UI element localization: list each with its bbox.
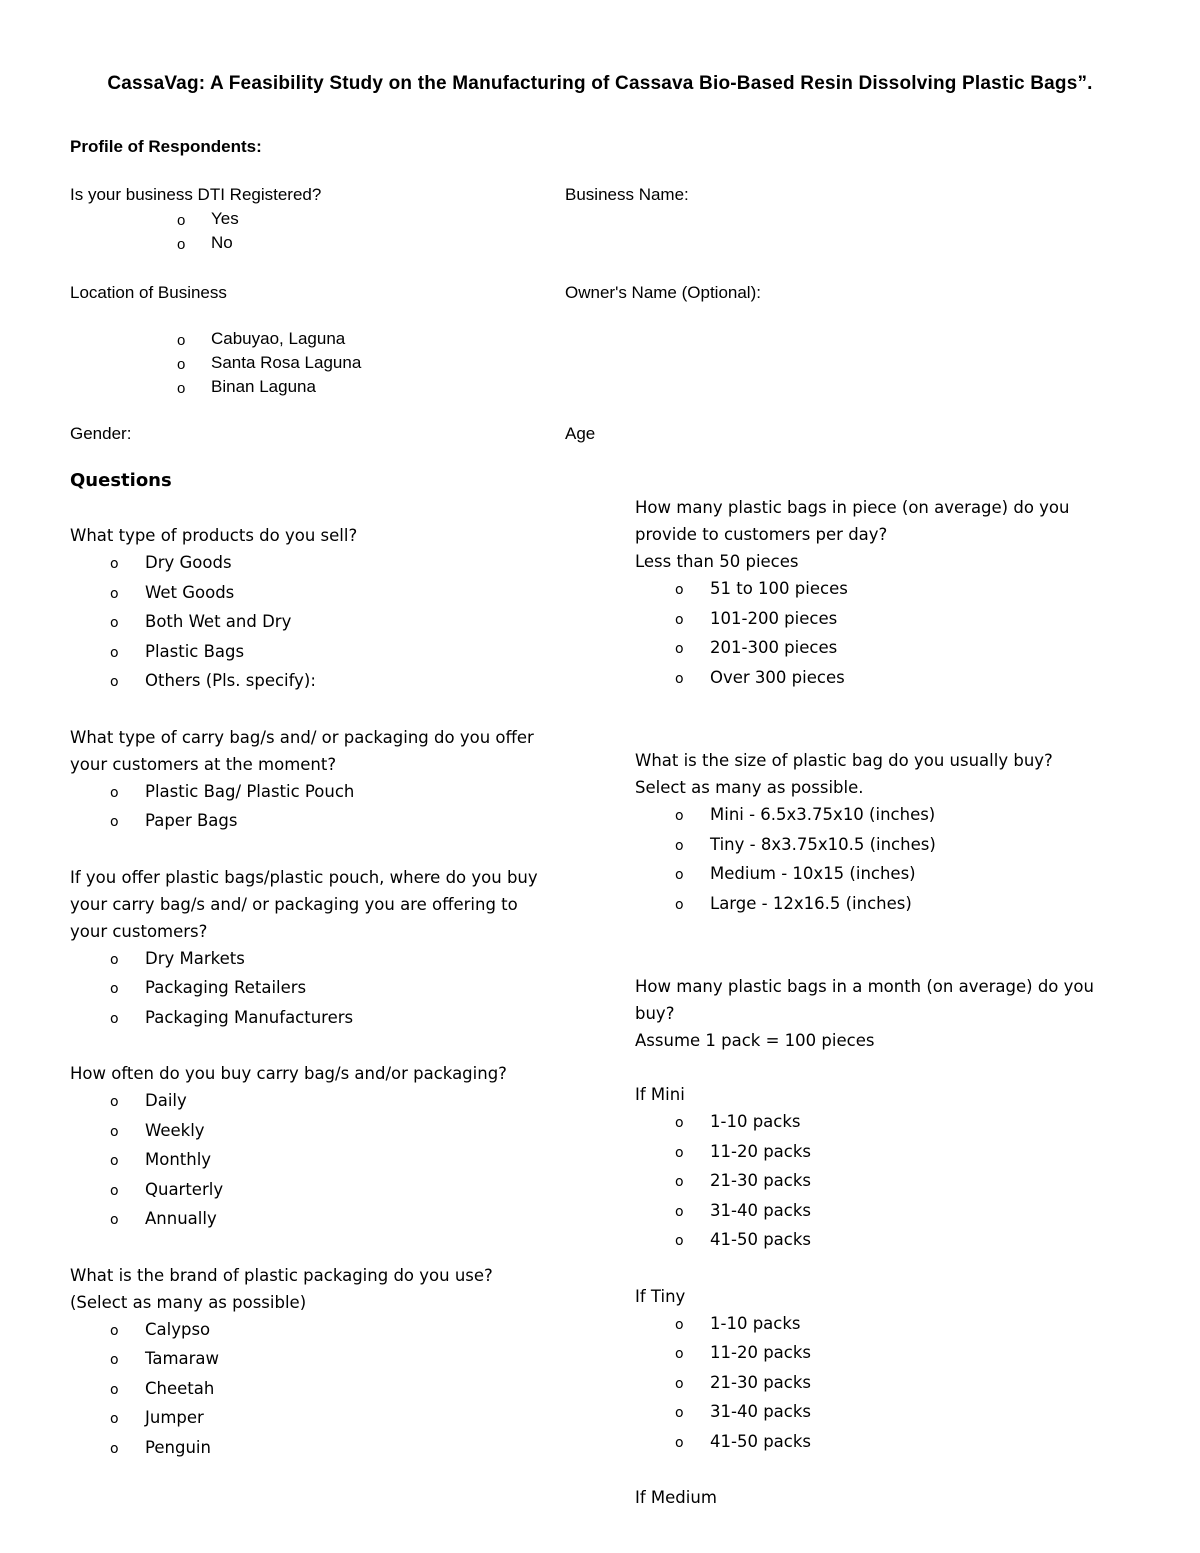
- bullet-icon: o: [675, 1434, 684, 1451]
- left-questions: [70, 522, 570, 1463]
- option: o Packaging Manufacturers: [110, 1004, 570, 1034]
- option: o 11-20 packs: [675, 1138, 1135, 1168]
- bullet-icon: o: [675, 1233, 684, 1249]
- bullet-icon: o: [675, 670, 684, 687]
- option: o Both Wet and Dry: [110, 608, 570, 638]
- option: o Mini - 6.5x3.75x10 (inches): [675, 801, 1135, 831]
- if-medium-label: If Medium: [635, 1488, 717, 1507]
- question-bag-size: What is the size of plastic bag do you usually buy?: [635, 751, 1053, 770]
- option: o Plastic Bag/ Plastic Pouch: [110, 778, 570, 808]
- bullet-icon: o: [110, 1094, 119, 1110]
- bullet-icon: o: [110, 674, 119, 690]
- option: o 201-300 pieces: [675, 634, 1135, 664]
- option: o 31-40 packs: [675, 1197, 1135, 1227]
- bullet-icon: o: [110, 1123, 119, 1140]
- location-label: Location of Business: [70, 283, 227, 302]
- option: o Packaging Retailers: [110, 974, 570, 1004]
- bullet-icon: o: [110, 615, 119, 631]
- option: o 21-30 packs: [675, 1167, 1135, 1197]
- question-bags-per-day: How many plastic bags in piece (on average) do you: [635, 498, 1070, 517]
- option: o 101-200 pieces: [675, 605, 1135, 635]
- option: o 31-40 packs: [675, 1398, 1135, 1428]
- bullet-icon: o: [110, 951, 119, 968]
- question-bags-per-month: How many plastic bags in a month (on average) do you: [635, 977, 1094, 996]
- option: o Tiny - 8x3.75x10.5 (inches): [675, 831, 1135, 861]
- question-line: Select as many as possible.: [635, 778, 864, 797]
- bullet-icon: o: [110, 814, 119, 830]
- question-line: your customers?: [70, 921, 208, 941]
- option: o Dry Goods: [110, 549, 570, 579]
- business-name-label: Business Name:: [565, 185, 689, 204]
- bullet-icon: o: [675, 1115, 684, 1131]
- bullet-icon: o: [675, 896, 684, 913]
- bullet-icon: o: [110, 644, 119, 661]
- question-line: your carry bag/s and/ or packaging you are offering to: [70, 894, 518, 914]
- question-line: Assume 1 pack = 100 pieces: [635, 1031, 875, 1050]
- document-page: CassaVag: A Feasibility Study on the Manufacturing of Cassava Bio-Based Resin Dissolving Plastic Bags”. Profile of Respondents: Is your business DTI Registered? o Yes o No Business Name: Location of Business o Cabuyao, Laguna o Santa Rosa Laguna o Binan Laguna Owner's Name (Optional): Gender: Age Questions What type of products do you sell? o Dry Goods o Wet Goods o Both Wet and Dry o Plastic Bags o Others (Pls. specify): What type of carry bag/s and/ or packaging do you offer your customers at the moment? o Plastic Bag/ Plastic Pouch o Paper Bags If you offer plastic bags/plastic pouch, where do you buy your carry bag/s and/ or packaging you are offering to your customers? o Dry Markets o Packaging Retailers o Packaging Manufacturers How often do you buy carry bag/s and/or packaging? o Daily o Weekly o Monthly o Quarterly o Annually What is the brand of plastic packaging do you use? (Select as many as possible) o Calypso o Tamaraw o Cheetah o Jumper o Penguin How many plastic bags in piece (on average) do you provide to customers per day? Less than 50 pieces o 51 to 100 pieces o 101-200 pieces o 201-300 pieces o Over 300 pieces What is the size of plastic bag do you usually buy? Select as many as possible. o Mini - 6.5x3.75x10 (inches) o Tiny - 8x3.75x10.5 (inches) o Medium - 10x15 (inches) o Large - 12x16.5 (inches) How many plastic bags in a month (on average) do you buy? Assume 1 pack = 100 pieces If Mini o 1-10 packs o 11-20 packs o 21-30 packs o 31-40 packs o 41-50 packs If Tiny o 1-10 packs o 11-20 packs o 21-30 packs o 31-40 packs o 41-50 packs If Medium: [0, 0, 1200, 1553]
- bullet-icon: o: [110, 556, 119, 572]
- bullet-icon: o: [177, 356, 186, 373]
- bullet-icon: o: [675, 582, 684, 598]
- question-buy-location: If you offer plastic bags/plastic pouch, where do you buy: [70, 867, 538, 887]
- questions-heading: Questions: [70, 470, 172, 491]
- bullet-icon: o: [110, 1322, 119, 1339]
- bullet-icon: o: [110, 1440, 119, 1457]
- bullet-icon: o: [675, 611, 684, 628]
- option: o Calypso: [110, 1316, 570, 1346]
- option: o 21-30 packs: [675, 1369, 1135, 1399]
- bullet-icon: o: [110, 1381, 119, 1398]
- question-line: (Select as many as possible): [70, 1292, 307, 1312]
- option: o Annually: [110, 1205, 570, 1235]
- gender-label: Gender:: [70, 424, 132, 443]
- bullet-icon: o: [675, 1174, 684, 1190]
- option: o Penguin: [110, 1434, 570, 1464]
- bullet-icon: o: [110, 784, 119, 801]
- option: o Quarterly: [110, 1176, 570, 1206]
- question-carry-bag-type: What type of carry bag/s and/ or packaging do you offer: [70, 727, 534, 747]
- bullet-icon: o: [177, 380, 186, 397]
- bullet-icon: o: [110, 1010, 119, 1027]
- bullet-icon: o: [110, 585, 119, 602]
- bullet-icon: o: [110, 1153, 119, 1169]
- question-line: buy?: [635, 1004, 675, 1023]
- option: o Wet Goods: [110, 579, 570, 609]
- bullet-icon: o: [177, 332, 186, 349]
- option: o Others (Pls. specify):: [110, 667, 570, 697]
- owner-name-label: Owner's Name (Optional):: [565, 283, 761, 302]
- age-label: Age: [565, 424, 596, 443]
- option: o Over 300 pieces: [675, 664, 1135, 694]
- bullet-icon: o: [110, 1411, 119, 1427]
- bullet-icon: o: [675, 867, 684, 883]
- option: o Plastic Bags: [110, 638, 570, 668]
- option: o Weekly: [110, 1117, 570, 1147]
- option: o Medium - 10x15 (inches): [675, 860, 1135, 890]
- bullet-icon: o: [675, 1316, 684, 1333]
- bullet-icon: o: [675, 837, 684, 854]
- bullet-icon: o: [110, 1182, 119, 1199]
- option: o Paper Bags: [110, 807, 570, 837]
- option: o Dry Markets: [110, 945, 570, 975]
- option: o 1-10 packs: [675, 1108, 1135, 1138]
- option: o 11-20 packs: [675, 1339, 1135, 1369]
- bullet-icon: o: [110, 981, 119, 997]
- bullet-icon: o: [675, 808, 684, 824]
- bullet-icon: o: [675, 1203, 684, 1220]
- right-questions: [635, 494, 1135, 1511]
- bullet-icon: o: [675, 641, 684, 657]
- if-mini-label: If Mini: [635, 1085, 685, 1104]
- question-line: provide to customers per day?: [635, 525, 888, 544]
- question-product-type: What type of products do you sell?: [70, 526, 358, 545]
- document-title: CassaVag: A Feasibility Study on the Manufacturing of Cassava Bio-Based Resin Dissolving Plastic Bags”.: [107, 73, 1093, 94]
- option: o 51 to 100 pieces: [675, 575, 1135, 605]
- question-line: Less than 50 pieces: [635, 552, 799, 571]
- bullet-icon: o: [177, 236, 186, 253]
- bullet-icon: o: [675, 1405, 684, 1421]
- option: o Cheetah: [110, 1375, 570, 1405]
- dti-question: Is your business DTI Registered?: [70, 185, 322, 204]
- question-buy-frequency: How often do you buy carry bag/s and/or packaging?: [70, 1064, 507, 1083]
- if-tiny-label: If Tiny: [635, 1286, 686, 1306]
- option: o Jumper: [110, 1404, 570, 1434]
- bullet-icon: o: [110, 1212, 119, 1228]
- option: o Tamaraw: [110, 1345, 570, 1375]
- option: o Daily: [110, 1087, 570, 1117]
- option: o 1-10 packs: [675, 1310, 1135, 1340]
- bullet-icon: o: [675, 1375, 684, 1392]
- bullet-icon: o: [675, 1144, 684, 1161]
- option: o Large - 12x16.5 (inches): [675, 890, 1135, 920]
- question-brand: What is the brand of plastic packaging do you use?: [70, 1265, 493, 1285]
- bullet-icon: o: [110, 1352, 119, 1368]
- option: o Monthly: [110, 1146, 570, 1176]
- bullet-icon: o: [177, 212, 186, 229]
- profile-heading: Profile of Respondents:: [70, 137, 262, 156]
- bullet-icon: o: [675, 1346, 684, 1362]
- option: o 41-50 packs: [675, 1226, 1135, 1256]
- question-line: your customers at the moment?: [70, 754, 337, 774]
- option: o 41-50 packs: [675, 1428, 1135, 1458]
